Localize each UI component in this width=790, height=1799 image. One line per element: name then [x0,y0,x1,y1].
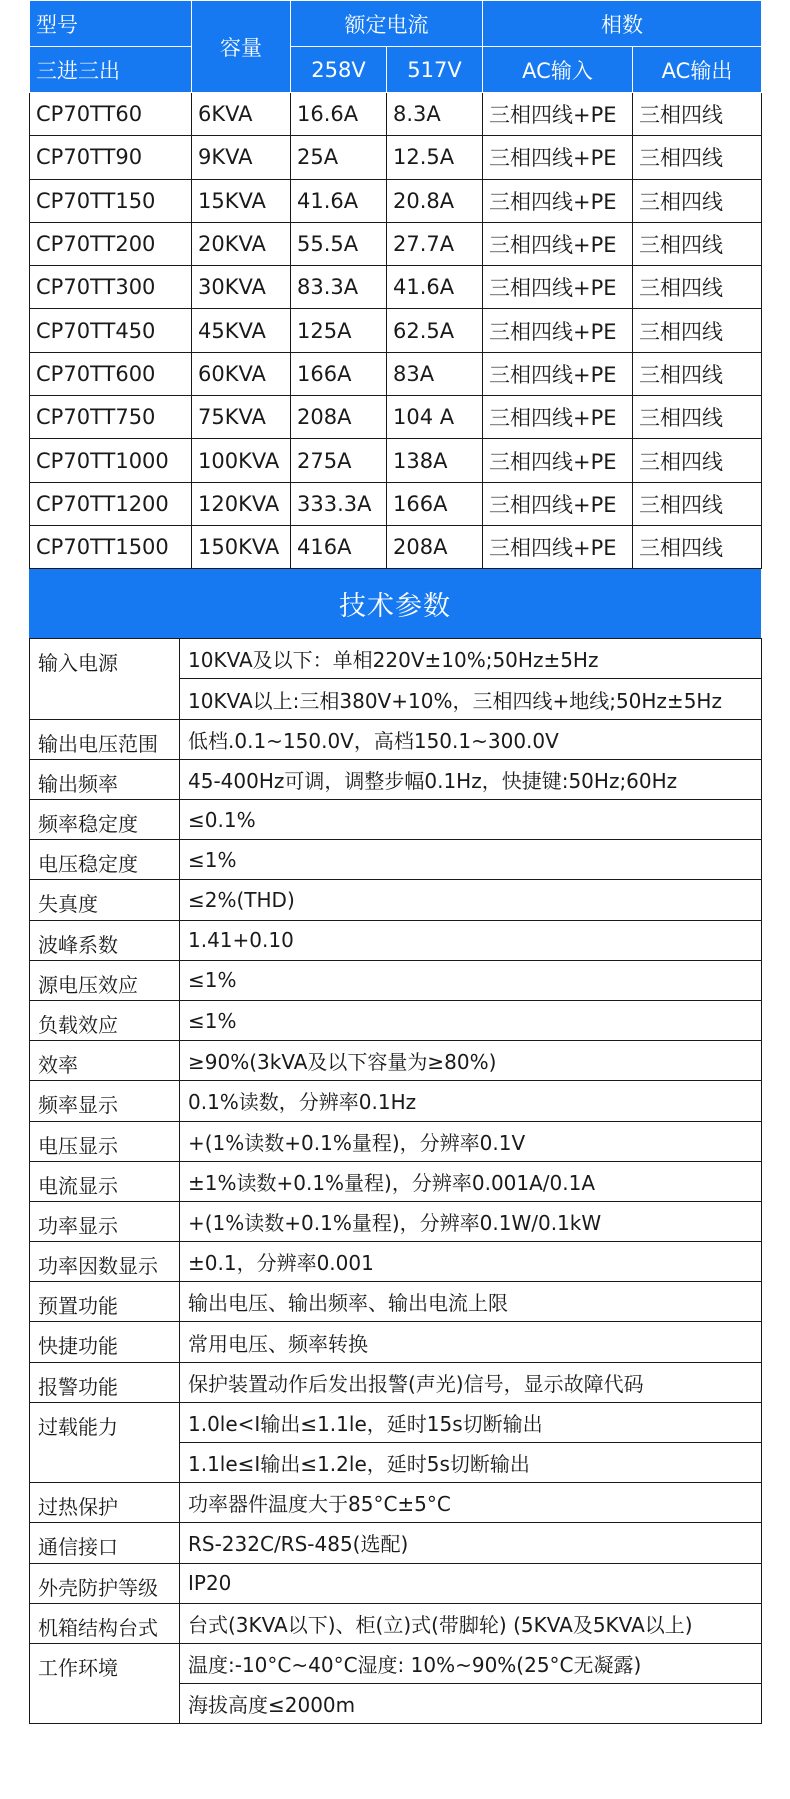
capacity-cell: 9KVA [192,136,291,179]
param-row [30,880,762,920]
param-row [30,1282,762,1322]
param-label: 通信接口 [30,1523,180,1563]
param-value: 0.1%读数，分辨率0.1Hz [180,1081,762,1121]
model-table-body [30,93,762,569]
param-label: 报警功能 [30,1362,180,1402]
capacity-cell: 30KVA [192,266,291,309]
ac-output-cell: 三相四线 [633,439,762,482]
ac-input-cell: 三相四线+PE [483,309,633,352]
current-258-cell: 275A [291,439,387,482]
param-row [30,1643,762,1683]
param-value: 1.0le<I输出≤1.1le，延时15s切断输出 [180,1402,762,1442]
table-row [30,482,762,525]
param-row [30,1041,762,1081]
param-row [30,1603,762,1643]
current-258-cell: 83.3A [291,266,387,309]
ac-input-cell: 三相四线+PE [483,136,633,179]
ac-output-cell: 三相四线 [633,482,762,525]
table-row [30,179,762,222]
capacity-cell: 75KVA [192,396,291,439]
param-row [30,1402,762,1442]
param-value: ≤1% [180,840,762,880]
param-value: +(1%读数+0.1%量程)，分辨率0.1V [180,1121,762,1161]
capacity-cell: 45KVA [192,309,291,352]
capacity-cell: 100KVA [192,439,291,482]
header-voltage-258: 258V [291,47,387,93]
table-row [30,352,762,395]
param-label: 波峰系数 [30,920,180,960]
ac-input-cell: 三相四线+PE [483,179,633,222]
param-value: ±1%读数+0.1%量程)，分辨率0.001A/0.1A [180,1161,762,1201]
current-258-cell: 25A [291,136,387,179]
param-value: ≥90%(3kVA及以下容量为≥80%) [180,1041,762,1081]
param-row [30,1523,762,1563]
param-value: 1.41+0.10 [180,920,762,960]
ac-input-cell: 三相四线+PE [483,266,633,309]
current-517-cell: 104 A [387,396,483,439]
ac-output-cell: 三相四线 [633,93,762,136]
ac-input-cell: 三相四线+PE [483,396,633,439]
param-value: 台式(3KVA以下)、柜(立)式(带脚轮) (5KVA及5KVA以上) [180,1603,762,1643]
param-value: ≤2%(THD) [180,880,762,920]
param-label: 频率稳定度 [30,800,180,840]
param-label: 机箱结构台式 [30,1603,180,1643]
param-label: 频率显示 [30,1081,180,1121]
param-value: 保护装置动作后发出报警(声光)信号，显示故障代码 [180,1362,762,1402]
ac-output-cell: 三相四线 [633,179,762,222]
param-row [30,1201,762,1241]
param-row [30,1121,762,1161]
ac-input-cell: 三相四线+PE [483,222,633,265]
param-row [30,800,762,840]
current-517-cell: 8.3A [387,93,483,136]
param-label: 工作环境 [30,1643,180,1723]
param-label: 电流显示 [30,1161,180,1201]
header-ac-input: AC输入 [483,47,633,93]
current-258-cell: 125A [291,309,387,352]
param-label: 输出电压范围 [30,719,180,759]
model-cell: CP70TT150 [30,179,192,222]
ac-output-cell: 三相四线 [633,525,762,568]
param-value: ±0.1，分辨率0.001 [180,1242,762,1282]
current-258-cell: 333.3A [291,482,387,525]
capacity-cell: 15KVA [192,179,291,222]
param-label: 电压显示 [30,1121,180,1161]
param-label: 功率因数显示 [30,1242,180,1282]
model-cell: CP70TT60 [30,93,192,136]
param-row [30,639,762,679]
ac-input-cell: 三相四线+PE [483,93,633,136]
param-value: 1.1le≤I输出≤1.2le，延时5s切断输出 [180,1443,762,1483]
current-517-cell: 166A [387,482,483,525]
param-row [30,1242,762,1282]
current-258-cell: 166A [291,352,387,395]
model-cell: CP70TT1200 [30,482,192,525]
param-label: 失真度 [30,880,180,920]
ac-output-cell: 三相四线 [633,222,762,265]
param-row [30,719,762,759]
header-config: 三进三出 [30,47,192,93]
capacity-cell: 120KVA [192,482,291,525]
model-cell: CP70TT300 [30,266,192,309]
param-value: 功率器件温度大于85°C±5°C [180,1483,762,1523]
param-value: 温度:-10°C~40°C湿度: 10%~90%(25°C无凝露) [180,1643,762,1683]
header-phases: 相数 [483,1,762,47]
params-table [29,638,762,1724]
model-cell: CP70TT1500 [30,525,192,568]
param-label: 外壳防护等级 [30,1563,180,1603]
param-value: 海拔高度≤2000m [180,1684,762,1724]
current-517-cell: 62.5A [387,309,483,352]
param-row [30,1563,762,1603]
current-517-cell: 12.5A [387,136,483,179]
param-label: 过载能力 [30,1402,180,1482]
section-title-bar [29,569,761,638]
table-row [30,525,762,568]
param-row [30,759,762,799]
model-table-header [30,1,762,93]
model-cell: CP70TT750 [30,396,192,439]
param-row [30,1483,762,1523]
ac-input-cell: 三相四线+PE [483,439,633,482]
ac-output-cell: 三相四线 [633,266,762,309]
param-row [30,1000,762,1040]
param-value: 常用电压、频率转换 [180,1322,762,1362]
param-label: 电压稳定度 [30,840,180,880]
param-label: 效率 [30,1041,180,1081]
header-voltage-517: 517V [387,47,483,93]
table-row [30,266,762,309]
table-row [30,136,762,179]
ac-output-cell: 三相四线 [633,396,762,439]
model-cell: CP70TT90 [30,136,192,179]
param-label: 输出频率 [30,759,180,799]
param-value: RS-232C/RS-485(选配) [180,1523,762,1563]
section-title: 技术参数 [339,591,451,623]
params-table-body [30,639,762,1724]
table-row [30,93,762,136]
param-value: ≤0.1% [180,800,762,840]
current-258-cell: 41.6A [291,179,387,222]
ac-input-cell: 三相四线+PE [483,525,633,568]
current-258-cell: 416A [291,525,387,568]
model-cell: CP70TT450 [30,309,192,352]
header-rated-current: 额定电流 [291,1,483,47]
table-row [30,222,762,265]
param-value: 45-400Hz可调，调整步幅0.1Hz，快捷键:50Hz;60Hz [180,759,762,799]
param-label: 过热保护 [30,1483,180,1523]
param-row [30,960,762,1000]
param-value: 输出电压、输出频率、输出电流上限 [180,1282,762,1322]
param-label: 快捷功能 [30,1322,180,1362]
spec-sheet [29,0,761,1724]
model-cell: CP70TT600 [30,352,192,395]
param-row [30,920,762,960]
table-row [30,439,762,482]
current-517-cell: 138A [387,439,483,482]
ac-output-cell: 三相四线 [633,309,762,352]
header-model: 型号 [30,1,192,47]
current-517-cell: 27.7A [387,222,483,265]
model-cell: CP70TT1000 [30,439,192,482]
current-258-cell: 55.5A [291,222,387,265]
capacity-cell: 6KVA [192,93,291,136]
param-value: 10KVA以上:三相380V+10%，三相四线+地线;50Hz±5Hz [180,679,762,719]
current-517-cell: 20.8A [387,179,483,222]
param-label: 输入电源 [30,639,180,719]
param-value: IP20 [180,1563,762,1603]
param-label: 预置功能 [30,1282,180,1322]
table-row [30,396,762,439]
capacity-cell: 20KVA [192,222,291,265]
table-row [30,309,762,352]
param-value: ≤1% [180,1000,762,1040]
capacity-cell: 150KVA [192,525,291,568]
ac-input-cell: 三相四线+PE [483,482,633,525]
model-cell: CP70TT200 [30,222,192,265]
header-capacity: 容量 [192,1,291,93]
current-258-cell: 16.6A [291,93,387,136]
param-row [30,1362,762,1402]
param-row [30,1322,762,1362]
model-table [29,0,762,569]
param-row [30,840,762,880]
param-row [30,1161,762,1201]
capacity-cell: 60KVA [192,352,291,395]
current-517-cell: 208A [387,525,483,568]
current-258-cell: 208A [291,396,387,439]
param-label: 负载效应 [30,1000,180,1040]
param-label: 源电压效应 [30,960,180,1000]
current-517-cell: 83A [387,352,483,395]
param-value: 低档.0.1~150.0V，高档150.1~300.0V [180,719,762,759]
ac-output-cell: 三相四线 [633,352,762,395]
header-ac-output: AC输出 [633,47,762,93]
param-value: ≤1% [180,960,762,1000]
current-517-cell: 41.6A [387,266,483,309]
ac-input-cell: 三相四线+PE [483,352,633,395]
param-row [30,1081,762,1121]
ac-output-cell: 三相四线 [633,136,762,179]
param-value: +(1%读数+0.1%量程)，分辨率0.1W/0.1kW [180,1201,762,1241]
param-label: 功率显示 [30,1201,180,1241]
param-value: 10KVA及以下：单相220V±10%;50Hz±5Hz [180,639,762,679]
